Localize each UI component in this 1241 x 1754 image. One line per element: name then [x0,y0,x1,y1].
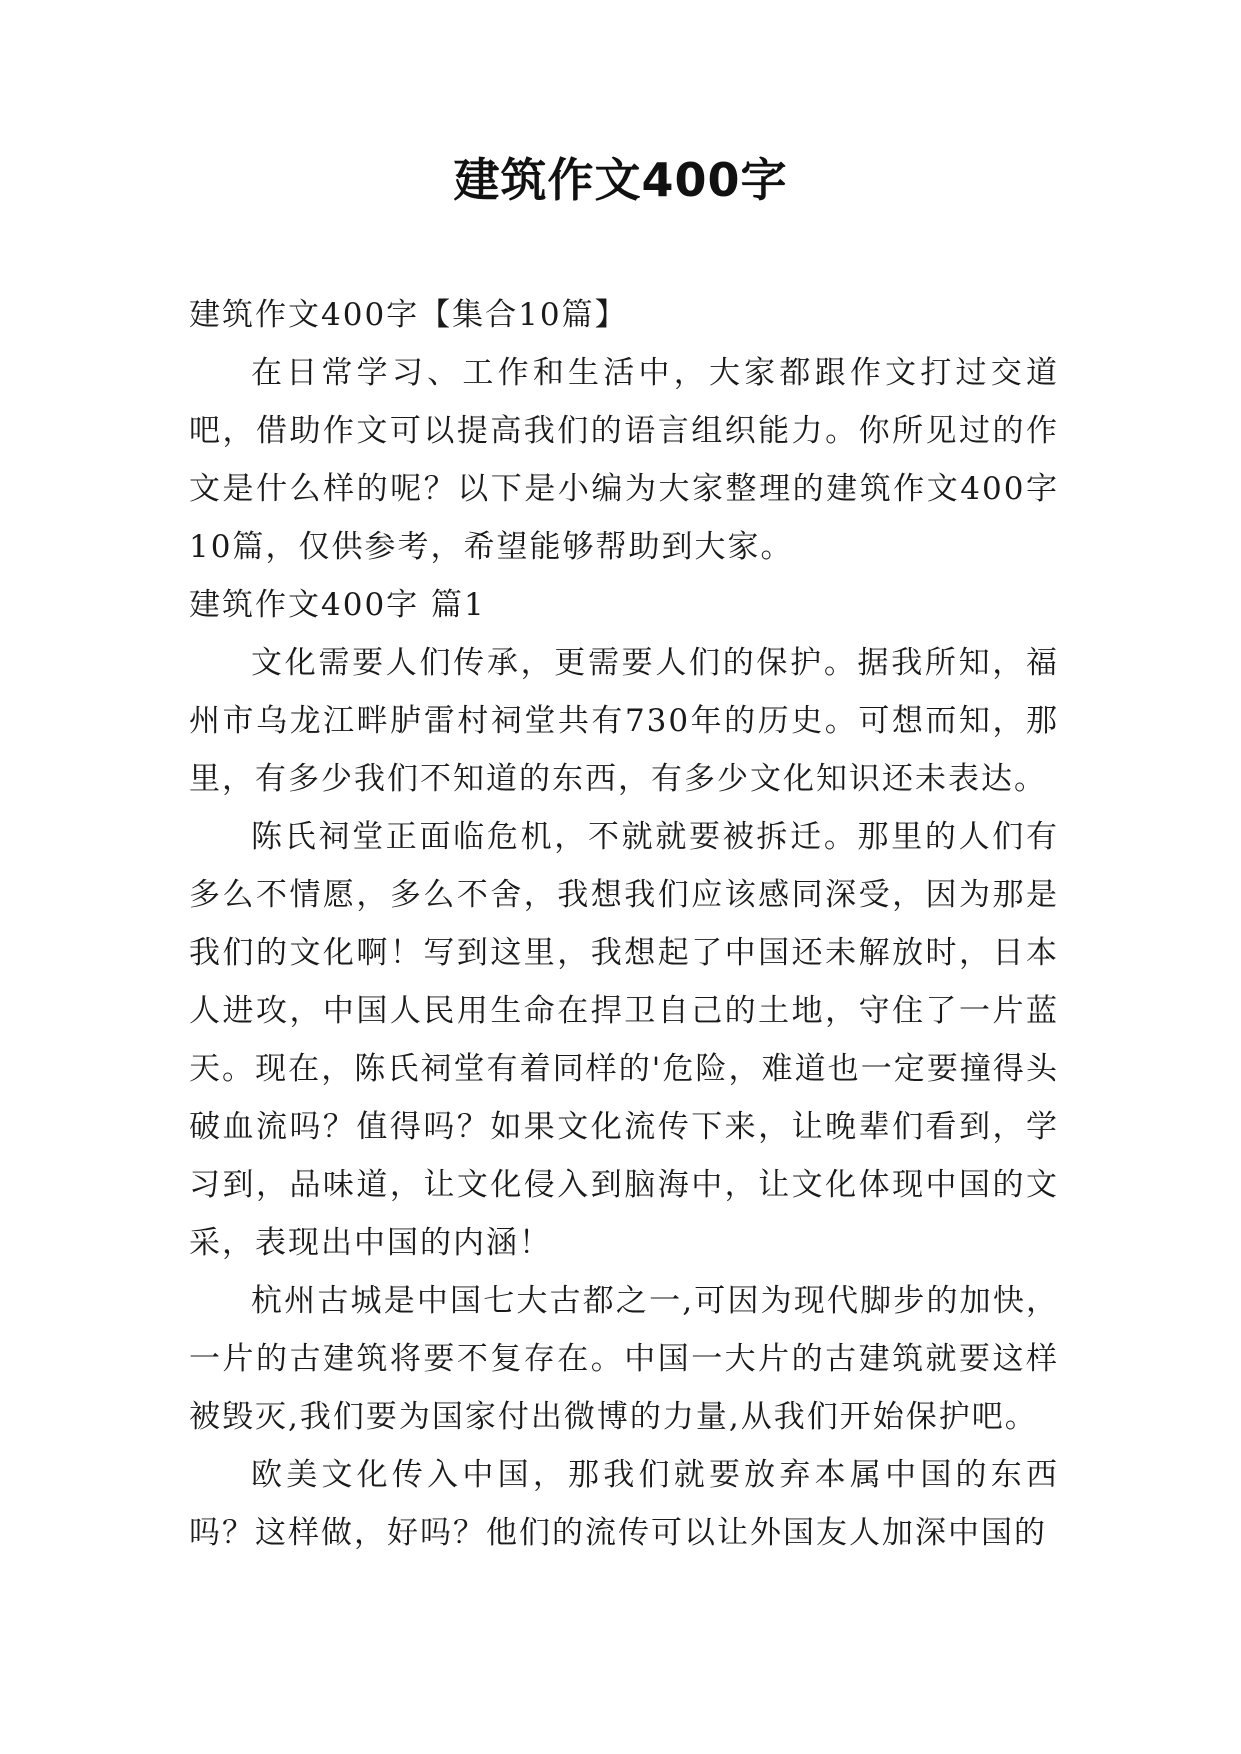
document-subtitle: 建筑作文400字【集合10篇】 [189,297,628,333]
document-title: 建筑作文400字 [453,153,788,207]
body-paragraph: 文化需要人们传承，更需要人们的保护。据我所知，福州市乌龙江畔胪雷村祠堂共有730年的历史。可想而知，那里，有多少我们不知道的东西，有多少文化知识还未表达。 [189,645,1059,797]
section-heading: 建筑作文400字 篇1 [189,587,486,623]
body-paragraph: 欧美文化传入中国，那我们就要放弃本属中国的东西吗？这样做，好吗？他们的流传可以让外国友人加深中国的 [189,1457,1059,1551]
body-paragraph: 杭州古城是中国七大古都之一,可因为现代脚步的加快，一片的古建筑将要不复存在。中国一大片的古建筑就要这样被毁灭,我们要为国家付出微博的力量,从我们开始保护吧。 [189,1283,1059,1435]
document-body [189,286,1059,1562]
body-paragraph: 陈氏祠堂正面临危机，不就就要被拆迁。那里的人们有多么不情愿，多么不舍，我想我们应该感同深受，因为那是我们的文化啊！写到这里，我想起了中国还未解放时，日本人进攻，中国人民用生命在捍卫自己的土地，守住了一片蓝天。现在，陈氏祠堂有着同样的'危险，难道也一定要撞得头破血流吗？值得吗？如果文化流传下来，让晚辈们看到，学习到，品味道，让文化侵入到脑海中，让文化体现中国的文采，表现出中国的内涵！ [189,819,1059,1261]
intro-paragraph: 在日常学习、工作和生活中，大家都跟作文打过交道吧，借助作文可以提高我们的语言组织能力。你所见过的作文是什么样的呢？以下是小编为大家整理的建筑作文400字10篇，仅供参考，希望能够帮助到大家。 [189,355,1059,565]
